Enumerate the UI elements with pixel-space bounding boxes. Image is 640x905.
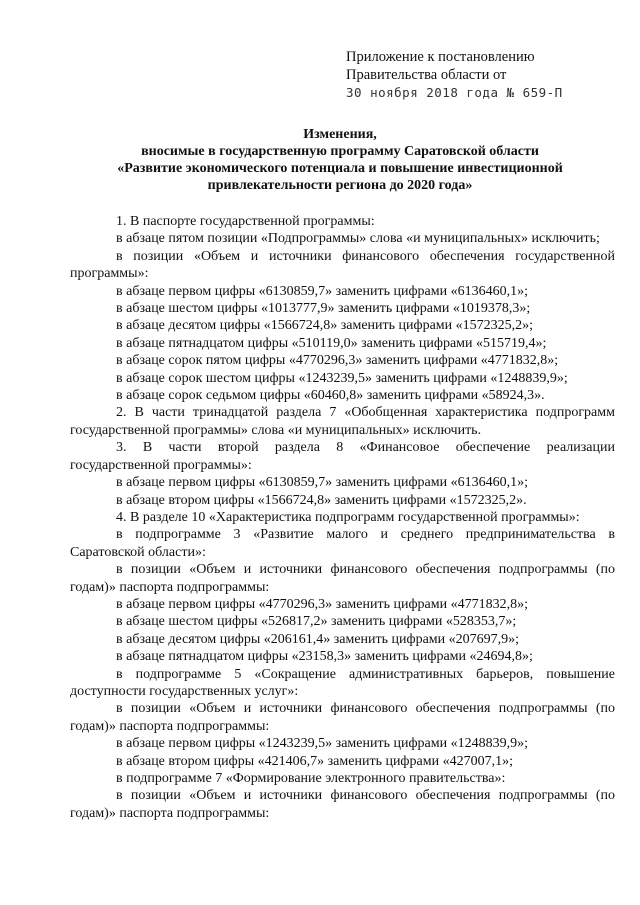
paragraph: в подпрограмме 3 «Развитие малого и среднего предпринимательства в Саратовской области»:	[70, 527, 615, 560]
paragraph: 3. В части второй раздела 8 «Финансовое обеспечение реализации государственной программы»:	[70, 440, 615, 473]
appendix-line: Приложение к постановлению	[346, 49, 535, 65]
paragraph: в абзаце первом цифры «6130859,7» заменить цифрами «6136460,1»;	[116, 475, 528, 491]
paragraph: 4. В разделе 10 «Характеристика подпрограмм государственной программы»:	[116, 509, 580, 525]
paragraph: в абзаце пятом позиции «Подпрограммы» слова «и муниципальных» исключить;	[116, 231, 600, 247]
paragraph: в абзаце сорок шестом цифры «1243239,5» заменить цифрами «1248839,9»;	[116, 370, 568, 386]
paragraph: в позиции «Объем и источники финансового обеспечения подпрограммы (по годам)» паспорта подпрограммы:	[70, 562, 615, 595]
paragraph: в абзаце первом цифры «1243239,5» заменить цифрами «1248839,9»;	[116, 736, 528, 752]
paragraph: 2. В части тринадцатой раздела 7 «Обобщенная характеристика подпрограмм государственной программы» слова «и муниципальных» исключить.	[70, 405, 615, 438]
paragraph: в абзаце втором цифры «1566724,8» заменить цифрами «1572325,2».	[116, 492, 527, 508]
title-line: Изменения,	[303, 127, 377, 142]
paragraph: в абзаце пятнадцатом цифры «23158,3» заменить цифрами «24694,8»;	[116, 649, 533, 665]
date-stamp: 30 ноября 2018 года № 659-П	[346, 85, 563, 100]
title-line: «Развитие экономического потенциала и повышение инвестиционной	[117, 161, 563, 176]
paragraph: 1. В паспорте государственной программы:	[116, 214, 375, 229]
paragraph: в абзаце шестом цифры «1013777,9» заменить цифрами «1019378,3»;	[116, 301, 531, 317]
paragraph: в абзаце десятом цифры «206161,4» заменить цифрами «207697,9»;	[116, 631, 520, 647]
paragraph: в позиции «Объем и источники финансового обеспечения государственной программы»:	[70, 248, 615, 282]
appendix-header	[346, 48, 563, 102]
paragraph: в подпрограмме 7 «Формирование электронного правительства»:	[116, 771, 506, 786]
paragraph: в абзаце первом цифры «6130859,7» заменить цифрами «6136460,1»;	[116, 283, 528, 299]
document-body	[70, 213, 615, 822]
paragraph: в абзаце втором цифры «421406,7» заменить цифрами «427007,1»;	[116, 753, 513, 769]
title-line: вносимые в государственную программу Саратовской области	[141, 144, 539, 159]
paragraph: в абзаце шестом цифры «526817,2» заменить цифрами «528353,7»;	[116, 614, 517, 630]
paragraph: в абзаце десятом цифры «1566724,8» заменить цифрами «1572325,2»;	[116, 318, 534, 334]
paragraph: в абзаце сорок седьмом цифры «60460,8» заменить цифрами «58924,3».	[116, 388, 545, 404]
paragraph: в абзаце первом цифры «4770296,3» заменить цифрами «4771832,8»;	[116, 596, 528, 612]
paragraph: в позиции «Объем и источники финансового обеспечения подпрограммы (по годам)» паспорта подпрограммы:	[70, 788, 615, 821]
appendix-line: Правительства области от	[346, 67, 507, 83]
paragraph: в подпрограмме 5 «Сокращение административных барьеров, повышение доступности государственных услуг»:	[70, 666, 615, 699]
document-title	[70, 126, 610, 194]
title-line: привлекательности региона до 2020 года»	[207, 178, 473, 193]
paragraph: в абзаце пятнадцатом цифры «510119,0» заменить цифрами «515719,4»;	[116, 335, 547, 351]
paragraph: в абзаце сорок пятом цифры «4770296,3» заменить цифрами «4771832,8»;	[116, 353, 559, 369]
paragraph: в позиции «Объем и источники финансового обеспечения подпрограммы (по годам)» паспорта подпрограммы:	[70, 701, 615, 734]
